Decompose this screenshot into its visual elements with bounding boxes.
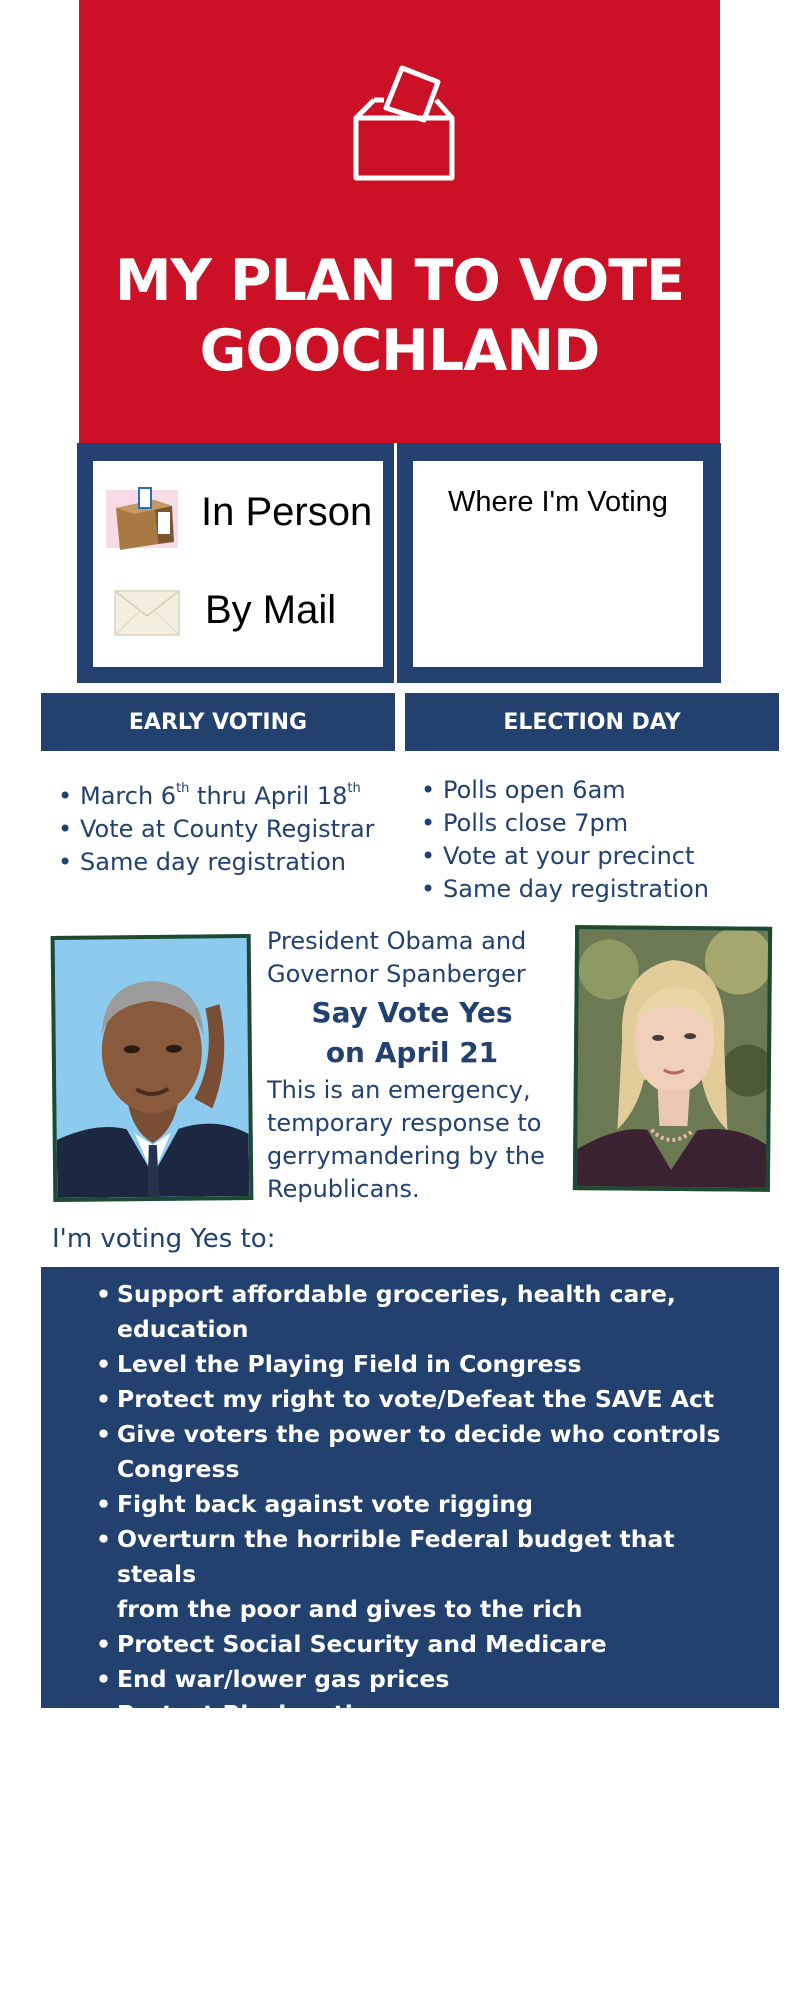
voting-yes-label: I'm voting Yes to: (52, 1224, 276, 1254)
spanberger-portrait (573, 925, 772, 1192)
where-voting-label: Where I'm Voting (448, 486, 668, 518)
list-item: • Protect Black voting power (96, 1697, 756, 1732)
obama-portrait (51, 934, 254, 1202)
list-item: • Level the Playing Field in Congress (96, 1347, 756, 1382)
page-title (79, 246, 720, 386)
list-item: • Support affordable groceries, health care, education (96, 1277, 756, 1347)
list-item: • Polls close 7pm (421, 807, 709, 840)
list-item: • Vote at County Registrar (58, 813, 375, 846)
list-item: • Vote at your precinct (421, 840, 709, 873)
ballot-box-icon (352, 64, 456, 184)
envelope-icon (114, 590, 180, 636)
election-day-list (421, 774, 709, 906)
list-item: • Overturn the horrible Federal budget that steals from the poor and gives to the rich (96, 1522, 756, 1627)
list-item: • March 6th thru April 18th (58, 780, 375, 813)
title-line-1: MY PLAN TO VOTE (114, 248, 685, 314)
early-voting-list (58, 780, 375, 879)
list-item: • Give voters the power to decide who controls Congress (96, 1417, 756, 1487)
in-person-label: In Person (201, 490, 373, 534)
list-item: • Polls open 6am (421, 774, 709, 807)
voting-yes-list (96, 1277, 756, 1732)
list-item: • Fight back against vote rigging (96, 1487, 756, 1522)
list-item: • End war/lower gas prices (96, 1662, 756, 1697)
list-item: • Protect my right to vote/Defeat the SAVE Act (96, 1382, 756, 1417)
plan-divider (394, 443, 397, 683)
endorsement-text: President Obama and Governor Spanberger (267, 927, 527, 988)
list-item: • Protect Social Security and Medicare (96, 1627, 756, 1662)
list-item: • Same day registration (421, 873, 709, 906)
title-line-2: GOOCHLAND (199, 318, 600, 384)
election-day-heading: ELECTION DAY (405, 693, 779, 751)
by-mail-label: By Mail (205, 588, 337, 632)
say-vote-yes-callout: Say Vote Yes on April 21 (311, 996, 513, 1069)
emergency-text: This is an emergency, temporary response to gerrymandering by the Republicans. (267, 1076, 545, 1203)
ballot-box-icon (102, 486, 182, 552)
list-item: • Same day registration (58, 846, 375, 879)
early-voting-heading: EARLY VOTING (41, 693, 395, 751)
